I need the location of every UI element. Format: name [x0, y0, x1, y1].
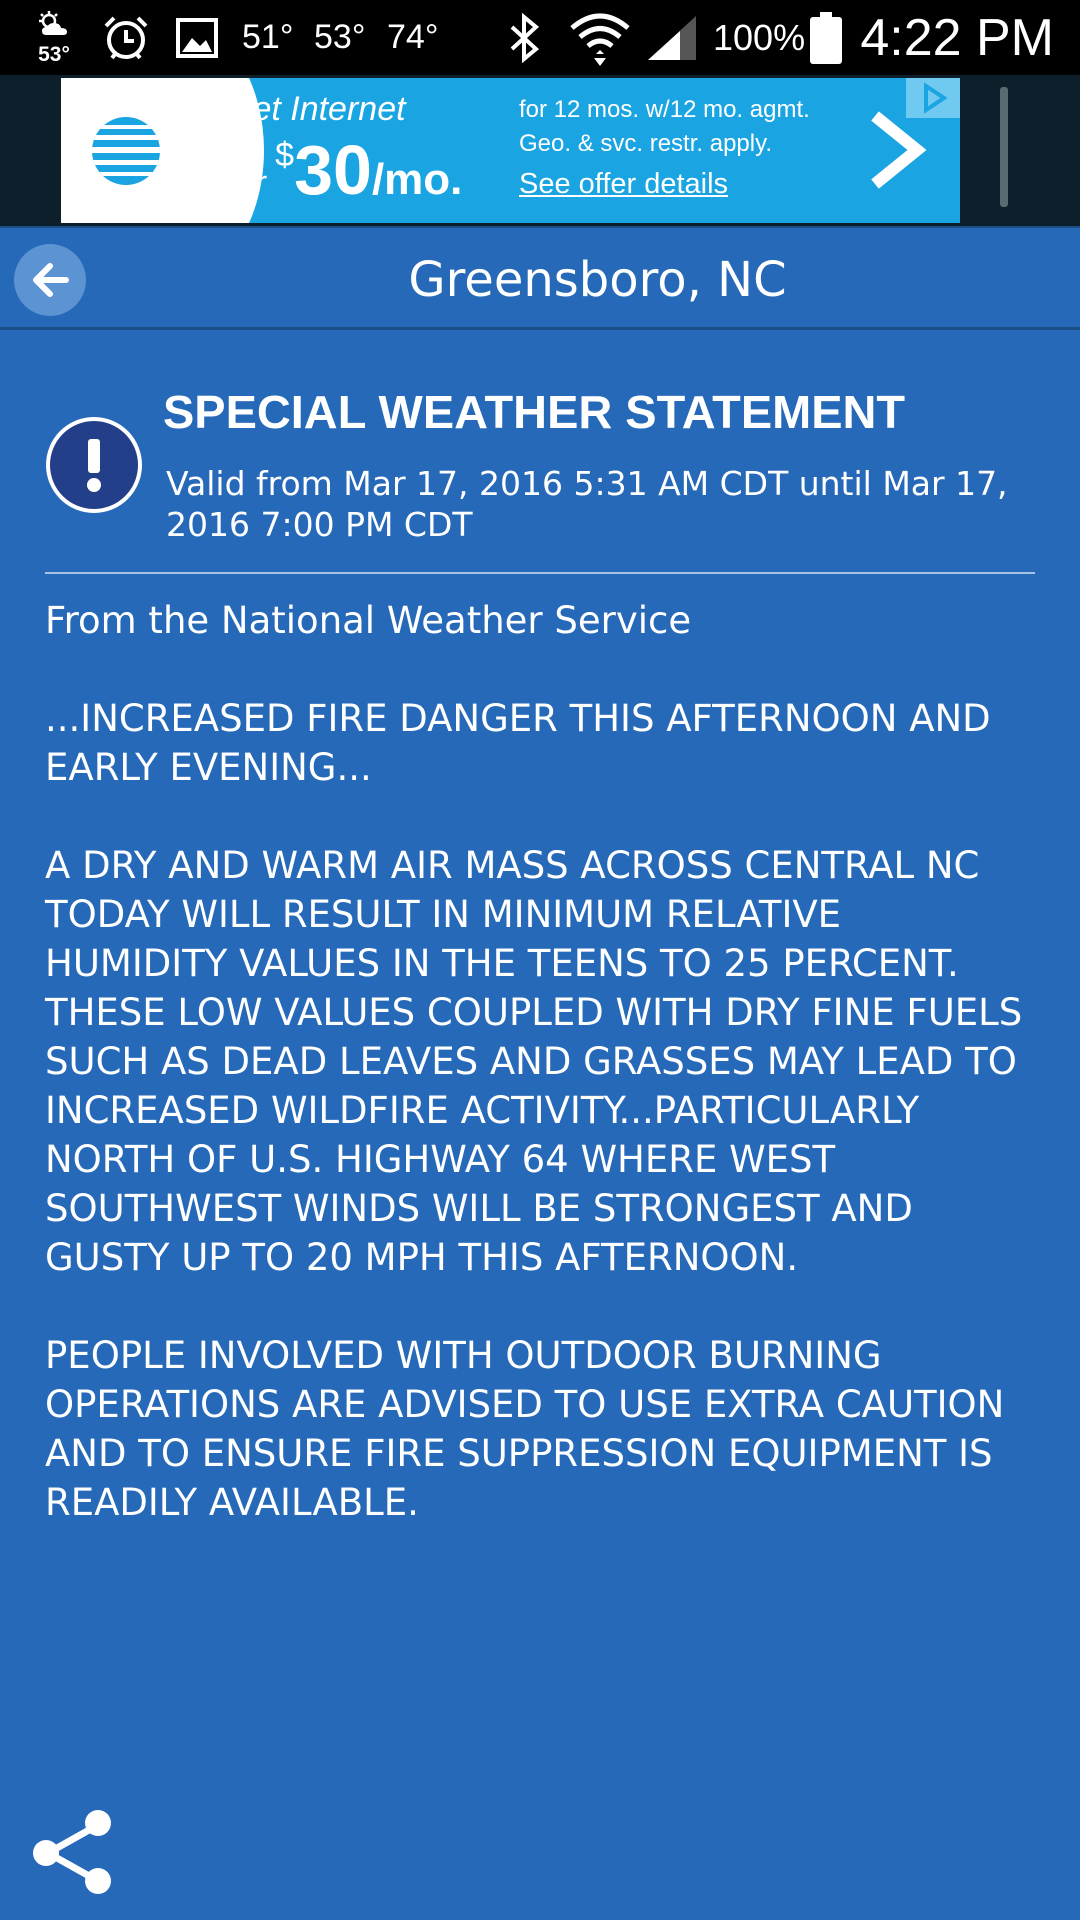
alert-title: SPECIAL WEATHER STATEMENT [163, 386, 906, 438]
ad-scroll-indicator [1000, 87, 1008, 207]
status-temp-1: 51° [242, 18, 294, 56]
ad-banner[interactable] [61, 78, 960, 223]
wifi-icon [570, 0, 630, 75]
ad-terms-1: for 12 mos. w/12 mo. agmt. [519, 96, 810, 123]
ad-terms-2: Geo. & svc. restr. apply. [519, 130, 772, 157]
partly-cloudy-icon [36, 11, 72, 37]
ad-banner-bar [0, 75, 1080, 226]
ad-currency: $ [275, 136, 295, 174]
ad-price: 30 [294, 131, 372, 209]
signal-icon [646, 0, 698, 75]
alert-valid-period: Valid from Mar 17, 2016 5:31 AM CDT until Mar 17, 2016 7:00 PM CDT [166, 464, 1008, 544]
ad-price-line [226, 130, 462, 210]
ad-offer-link[interactable]: See offer details [519, 168, 729, 200]
status-time: 4:22 PM [860, 8, 1054, 67]
adchoices-icon[interactable] [906, 78, 960, 118]
ad-price-prefix: for [226, 164, 266, 202]
page-title: Greensboro, NC [408, 252, 787, 308]
ad-per-month: /mo. [371, 155, 463, 204]
alarm-icon [102, 0, 150, 75]
status-weather-temp: 53° [38, 42, 70, 66]
status-temp-3: 74° [387, 18, 439, 56]
status-weather [34, 0, 74, 75]
header [0, 226, 1080, 330]
statement-body: From the National Weather Service ...INCREASED FIRE DANGER THIS AFTERNOON AND EARLY EVENING... A DRY AND WARM AIR MASS ACROSS CENTRAL NC TODAY WILL RESULT IN MINIMUM RELATIVE HUMIDITY VALUES IN THE TEENS TO 25 PERCENT. THESE LOW VALUES COUPLED WITH DRY FINE FUELS SUCH AS DEAD LEAVES AND GRASSES MAY LEAD TO INCREASED WILDFIRE ACTIVITY...PARTICULARLY NORTH OF U.S. HIGHWAY 64 WHERE WEST SOUTHWEST WINDS WILL BE STRONGEST AND GUSTY UP TO 20 MPH THIS AFTERNOON. PEOPLE INVOLVED WITH OUTDOOR BURNING OPERATIONS ARE ADVISED TO USE EXTRA CAUTION AND TO ENSURE FIRE SUPPRESSION EQUIPMENT IS READILY AVAILABLE. [45, 599, 1023, 1524]
share-icon[interactable] [28, 1805, 118, 1895]
bluetooth-icon [508, 0, 542, 75]
exclamation-icon [46, 417, 142, 513]
gallery-icon [176, 0, 218, 75]
status-bar [0, 0, 1080, 75]
divider [45, 572, 1035, 574]
battery-percent: 100% [713, 16, 806, 58]
status-temp-2: 53° [314, 18, 366, 56]
chevron-right-icon[interactable] [861, 108, 931, 193]
att-globe-icon [91, 116, 161, 186]
ad-headline: Get Internet [226, 90, 406, 128]
battery-icon [810, 0, 842, 75]
